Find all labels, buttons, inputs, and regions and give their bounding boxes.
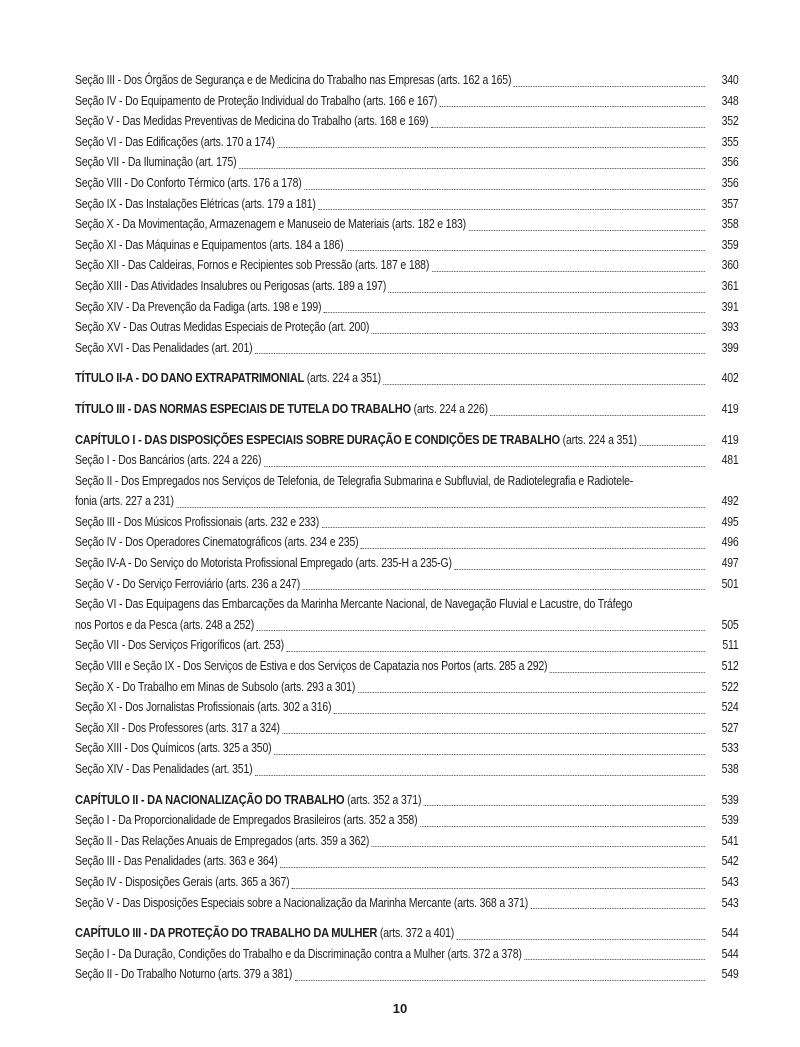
toc-entry-line: [75, 738, 739, 759]
toc-entry-section: [75, 851, 739, 872]
toc-entry-title: [75, 368, 739, 389]
toc-entry-page-number: 359: [721, 237, 739, 252]
toc-entry-text-continued: Seção II - Dos Empregados nos Serviços de Telefonia, de Telegrafia Submarina e Subfluvial, de Radiotelegrafia e Radiotele-: [75, 473, 634, 488]
toc-entry-label: Seção XVI - Das Penalidades (art. 201): [75, 340, 253, 355]
dot-leader: [274, 753, 705, 755]
toc-entry-arts-range: (arts. 224 a 226): [410, 401, 488, 416]
dot-leader: [454, 568, 705, 570]
toc-entry-line: [75, 944, 739, 965]
toc-entry-page-number: 543: [721, 895, 739, 910]
dot-leader: [424, 804, 705, 806]
toc-entry-page-number: 542: [721, 854, 739, 869]
dot-leader: [322, 526, 705, 528]
toc-entry-page-number: 357: [721, 196, 739, 211]
toc-entry-section: [75, 656, 739, 677]
toc-entry-section: [75, 194, 739, 215]
toc-entry-label: nos Portos e da Pesca (arts. 248 a 252): [75, 617, 255, 632]
toc-entry-line: [75, 923, 739, 944]
toc-entry-line: [75, 893, 739, 914]
toc-entry-text-continued: Seção VI - Das Equipagens das Embarcações da Marinha Mercante Nacional, de Navegação Fluvial e Lacustre, do Tráfego: [75, 597, 633, 612]
toc-entry-label: Seção IV - Disposições Gerais (arts. 365 a 367): [75, 874, 290, 889]
dot-leader: [176, 506, 705, 508]
toc-entry-page-number: 524: [721, 700, 739, 715]
toc-entry-section: [75, 70, 739, 91]
toc-entry-line: [75, 111, 739, 132]
toc-list: [75, 70, 739, 985]
toc-entry-label: Seção I - Da Duração, Condições do Trabalho e da Discriminação contra a Mulher (arts. 372 a 378): [75, 946, 522, 961]
toc-entry-label: Seção IV-A - Do Serviço do Motorista Profissional Empregado (arts. 235-H a 235-G): [75, 556, 452, 571]
toc-entry-label: [75, 790, 421, 811]
toc-entry-page-number: 522: [721, 679, 739, 694]
toc-entry-section: [75, 831, 739, 852]
toc-entry-section: [75, 512, 739, 533]
toc-entry-line: [75, 491, 739, 512]
toc-entry-section: [75, 132, 739, 153]
footer-page-number: 10: [392, 1001, 408, 1016]
dot-leader: [295, 979, 705, 981]
toc-entry-line: [75, 831, 739, 852]
toc-entry-section: [75, 152, 739, 173]
toc-entry-section: [75, 635, 739, 656]
toc-entry-label: Seção VIII - Do Conforto Térmico (arts. 176 a 178): [75, 175, 302, 190]
toc-entry-arts-range: (arts. 224 a 351): [303, 371, 381, 386]
toc-entry-section: [75, 338, 739, 359]
toc-entry-line: [75, 532, 739, 553]
toc-entry-label: Seção II - Das Relações Anuais de Empregados (arts. 359 a 362): [75, 833, 370, 848]
dot-leader: [282, 732, 705, 734]
toc-entry-line: [75, 430, 739, 451]
toc-entry-section: [75, 297, 739, 318]
toc-entry-chapter: [75, 430, 739, 451]
toc-entry-line: [75, 276, 739, 297]
toc-entry-arts-range: (arts. 352 a 371): [344, 792, 422, 807]
toc-entry-section: [75, 759, 739, 780]
toc-entry-page-number: 348: [721, 93, 739, 108]
toc-entry-heading-text: TÍTULO III - DAS NORMAS ESPECIAIS DE TUTELA DO TRABALHO: [75, 400, 411, 416]
toc-entry-section: [75, 532, 739, 553]
toc-entry-section: [75, 574, 739, 595]
toc-entry-page-number: 539: [721, 813, 739, 828]
toc-entry-line: [75, 297, 739, 318]
toc-entry-page-number: 543: [721, 874, 739, 889]
toc-entry-page-number: 402: [721, 371, 739, 386]
toc-entry-label: Seção I - Da Proporcionalidade de Empregados Brasileiros (arts. 352 a 358): [75, 813, 418, 828]
dot-leader: [346, 249, 705, 251]
dot-leader: [440, 105, 705, 107]
toc-entry-line: [75, 338, 739, 359]
dot-leader: [334, 712, 705, 714]
dot-leader: [372, 332, 705, 334]
toc-entry-page-number: 481: [721, 453, 739, 468]
dot-leader: [280, 866, 705, 868]
toc-entry-page-number: 544: [721, 946, 739, 961]
dot-leader: [469, 229, 705, 231]
toc-entry-arts-range: (arts. 372 a 401): [377, 926, 455, 941]
toc-entry-label: Seção XI - Dos Jornalistas Profissionais (arts. 302 a 316): [75, 700, 332, 715]
dot-leader: [372, 845, 705, 847]
toc-entry-page-number: 355: [721, 134, 739, 149]
dot-leader: [255, 352, 705, 354]
dot-leader: [239, 167, 705, 169]
toc-entry-line: [75, 450, 739, 471]
toc-entry-label: [75, 368, 381, 389]
dot-leader: [318, 208, 705, 210]
toc-entry-label: Seção X - Do Trabalho em Minas de Subsolo (arts. 293 a 301): [75, 679, 356, 694]
toc-entry-section: [75, 111, 739, 132]
toc-entry-label: Seção VIII e Seção IX - Dos Serviços de Estiva e dos Serviços de Capatazia nos Portos (arts. 285 a 292): [75, 659, 548, 674]
toc-entry-line: [75, 173, 739, 194]
toc-entry-page-number: 533: [721, 741, 739, 756]
toc-entry-page-number: 511: [722, 638, 739, 653]
toc-entry-section: [75, 276, 739, 297]
toc-entry-label: Seção XIV - Das Penalidades (art. 351): [75, 762, 253, 776]
toc-entry-section: [75, 718, 739, 739]
toc-entry-section: [75, 317, 739, 338]
toc-entry-arts-range: (arts. 224 a 351): [559, 432, 637, 447]
toc-entry-page-number: 539: [721, 792, 739, 807]
dot-leader: [361, 547, 705, 549]
toc-entry-section: [75, 594, 739, 635]
dot-leader: [303, 588, 705, 590]
toc-entry-line: [75, 317, 739, 338]
toc-entry-line: [75, 235, 739, 256]
toc-entry-label: [75, 923, 454, 944]
toc-entry-line: [75, 512, 739, 533]
dot-leader: [432, 270, 705, 272]
toc-entry-label: Seção III - Das Penalidades (arts. 363 e 364): [75, 854, 278, 869]
toc-entry-label: Seção XV - Das Outras Medidas Especiais de Proteção (art. 200): [75, 320, 370, 335]
toc-entry-section: [75, 214, 739, 235]
dot-leader: [550, 671, 705, 673]
toc-entry-page-number: 512: [721, 659, 739, 674]
dot-leader: [324, 311, 705, 313]
toc-entry-page-number: 360: [721, 258, 739, 273]
toc-entry-section: [75, 872, 739, 893]
dot-leader: [292, 887, 705, 889]
toc-entry-page-number: 352: [721, 114, 739, 129]
toc-entry-label: Seção V - Das Medidas Preventivas de Medicina do Trabalho (arts. 168 e 169): [75, 114, 429, 129]
dot-leader: [639, 444, 705, 446]
toc-entry-line: [75, 677, 739, 698]
toc-entry-line: [75, 615, 739, 636]
dot-leader: [257, 629, 705, 631]
toc-entry-page-number: 541: [721, 833, 739, 848]
dot-leader: [383, 383, 705, 385]
toc-entry-section: [75, 944, 739, 965]
toc-entry-page-number: 538: [721, 762, 739, 776]
toc-entry-chapter: [75, 923, 739, 944]
toc-entry-page-number: 549: [721, 967, 739, 982]
toc-entry-label: Seção XII - Das Caldeiras, Fornos e Recipientes sob Pressão (arts. 187 e 188): [75, 258, 430, 273]
toc-entry-page-number: 496: [721, 535, 739, 550]
toc-entry-section: [75, 893, 739, 914]
toc-entry-line: [75, 851, 739, 872]
toc-entry-line: [75, 964, 739, 985]
toc-entry-line: [75, 70, 739, 91]
toc-entry-label: Seção III - Dos Músicos Profissionais (arts. 232 e 233): [75, 514, 320, 529]
toc-entry-line: [75, 368, 739, 389]
toc-entry-label: Seção VI - Das Edificações (arts. 170 a 174): [75, 134, 275, 149]
toc-entry-label: fonia (arts. 227 a 231): [75, 494, 174, 509]
toc-entry-page-number: 356: [721, 175, 739, 190]
toc-entry-section: [75, 553, 739, 574]
toc-entry-page-number: 399: [721, 340, 739, 355]
toc-entry-line: [75, 810, 739, 831]
dot-leader: [389, 291, 705, 293]
toc-entry-label: Seção II - Do Trabalho Noturno (arts. 379 a 381): [75, 967, 293, 982]
toc-entry-chapter: [75, 790, 739, 811]
dot-leader: [514, 85, 705, 87]
toc-entry-page-number: 495: [721, 514, 739, 529]
dot-leader: [431, 126, 705, 128]
toc-entry-title: [75, 399, 739, 420]
toc-entry-label: Seção VII - Dos Serviços Frigoríficos (art. 253): [75, 638, 285, 653]
toc-entry-line: [75, 574, 739, 595]
toc-entry-section: [75, 173, 739, 194]
toc-entry-page-number: 505: [721, 617, 739, 632]
toc-entry-section: [75, 450, 739, 471]
toc-entry-page-number: 497: [721, 556, 739, 571]
toc-entry-line: [75, 635, 739, 656]
toc-entry-label: Seção I - Dos Bancários (arts. 224 a 226): [75, 453, 262, 468]
toc-entry-heading-text: CAPÍTULO III - DA PROTEÇÃO DO TRABALHO DA MULHER: [75, 925, 378, 941]
toc-entry-page-number: 356: [721, 155, 739, 170]
toc-entry-label: [75, 399, 488, 420]
toc-entry-section: [75, 677, 739, 698]
dot-leader: [264, 465, 705, 467]
toc-entry-page-number: 492: [721, 494, 739, 509]
toc-entry-section: [75, 964, 739, 985]
dot-leader: [524, 958, 705, 960]
toc-entry-line: [75, 152, 739, 173]
toc-entry-label: Seção III - Dos Órgãos de Segurança e de Medicina do Trabalho nas Empresas (arts. 162 a 165): [75, 73, 512, 87]
dot-leader: [490, 414, 705, 416]
toc-entry-line: [75, 718, 739, 739]
toc-entry-label: [75, 430, 637, 451]
toc-entry-label: Seção IX - Das Instalações Elétricas (arts. 179 a 181): [75, 196, 316, 211]
toc-entry-line: [75, 872, 739, 893]
toc-entry-label: Seção XII - Dos Professores (arts. 317 a 324): [75, 720, 280, 735]
toc-entry-section: [75, 697, 739, 718]
dot-leader: [531, 907, 705, 909]
dot-leader: [304, 188, 705, 190]
page-footer: [0, 1001, 800, 1016]
toc-entry-heading-text: CAPÍTULO I - DAS DISPOSIÇÕES ESPECIAIS SOBRE DURAÇÃO E CONDIÇÕES DE TRABALHO: [75, 431, 560, 447]
toc-entry-line: [75, 214, 739, 235]
toc-entry-page-number: 544: [721, 926, 739, 941]
toc-entry-section: [75, 810, 739, 831]
toc-entry-page-number: 358: [721, 217, 739, 232]
toc-entry-section: [75, 255, 739, 276]
toc-entry-line: [75, 759, 739, 780]
dot-leader: [358, 691, 705, 693]
toc-entry-section: [75, 738, 739, 759]
toc-entry-page-number: 391: [721, 299, 739, 314]
toc-entry-line: [75, 697, 739, 718]
toc-entry-page-number: 340: [721, 73, 739, 87]
toc-entry-label: Seção VII - Da Iluminação (art. 175): [75, 155, 237, 170]
dot-leader: [457, 938, 705, 940]
toc-entry-line: [75, 399, 739, 420]
toc-entry-page-number: 361: [721, 278, 739, 293]
toc-entry-section: [75, 235, 739, 256]
toc-entry-page-number: 419: [721, 432, 739, 447]
toc-entry-line: [75, 255, 739, 276]
toc-entry-line: [75, 132, 739, 153]
toc-entry-label: Seção XIV - Da Prevenção da Fadiga (arts. 198 e 199): [75, 299, 322, 314]
toc-entry-line: [75, 553, 739, 574]
toc-entry-label: Seção IV - Dos Operadores Cinematográficos (arts. 234 e 235): [75, 535, 359, 550]
toc-entry-section: [75, 91, 739, 112]
toc-entry-heading-text: CAPÍTULO II - DA NACIONALIZAÇÃO DO TRABALHO: [75, 791, 345, 807]
toc-entry-label: Seção XI - Das Máquinas e Equipamentos (arts. 184 a 186): [75, 237, 344, 252]
toc-entry-page-number: 393: [721, 320, 739, 335]
toc-entry-label: Seção XIII - Dos Químicos (arts. 325 a 350): [75, 741, 272, 756]
toc-entry-label: Seção IV - Do Equipamento de Proteção Individual do Trabalho (arts. 166 e 167): [75, 93, 438, 108]
toc-entry-page-number: 527: [721, 720, 739, 735]
toc-entry-line: [75, 790, 739, 811]
dot-leader: [255, 774, 705, 776]
toc-entry-label: Seção V - Das Disposições Especiais sobre a Nacionalização da Marinha Mercante (arts. 368 a 371): [75, 895, 529, 910]
toc-entry-label: Seção XIII - Das Atividades Insalubres ou Perigosas (arts. 189 a 197): [75, 278, 387, 293]
toc-entry-line: [75, 656, 739, 677]
toc-entry-label: Seção V - Do Serviço Ferroviário (arts. 236 a 247): [75, 576, 301, 591]
dot-leader: [420, 825, 705, 827]
toc-entry-line: [75, 91, 739, 112]
toc-entry-label: Seção X - Da Movimentação, Armazenagem e Manuseio de Materiais (arts. 182 e 183): [75, 217, 467, 232]
toc-entry-line: [75, 194, 739, 215]
dot-leader: [287, 650, 705, 652]
dot-leader: [277, 146, 705, 148]
toc-entry-heading-text: TÍTULO II-A - DO DANO EXTRAPATRIMONIAL: [75, 370, 304, 386]
toc-entry-section: [75, 471, 739, 512]
toc-entry-page-number: 419: [721, 401, 739, 416]
toc-entry-page-number: 501: [721, 576, 739, 591]
